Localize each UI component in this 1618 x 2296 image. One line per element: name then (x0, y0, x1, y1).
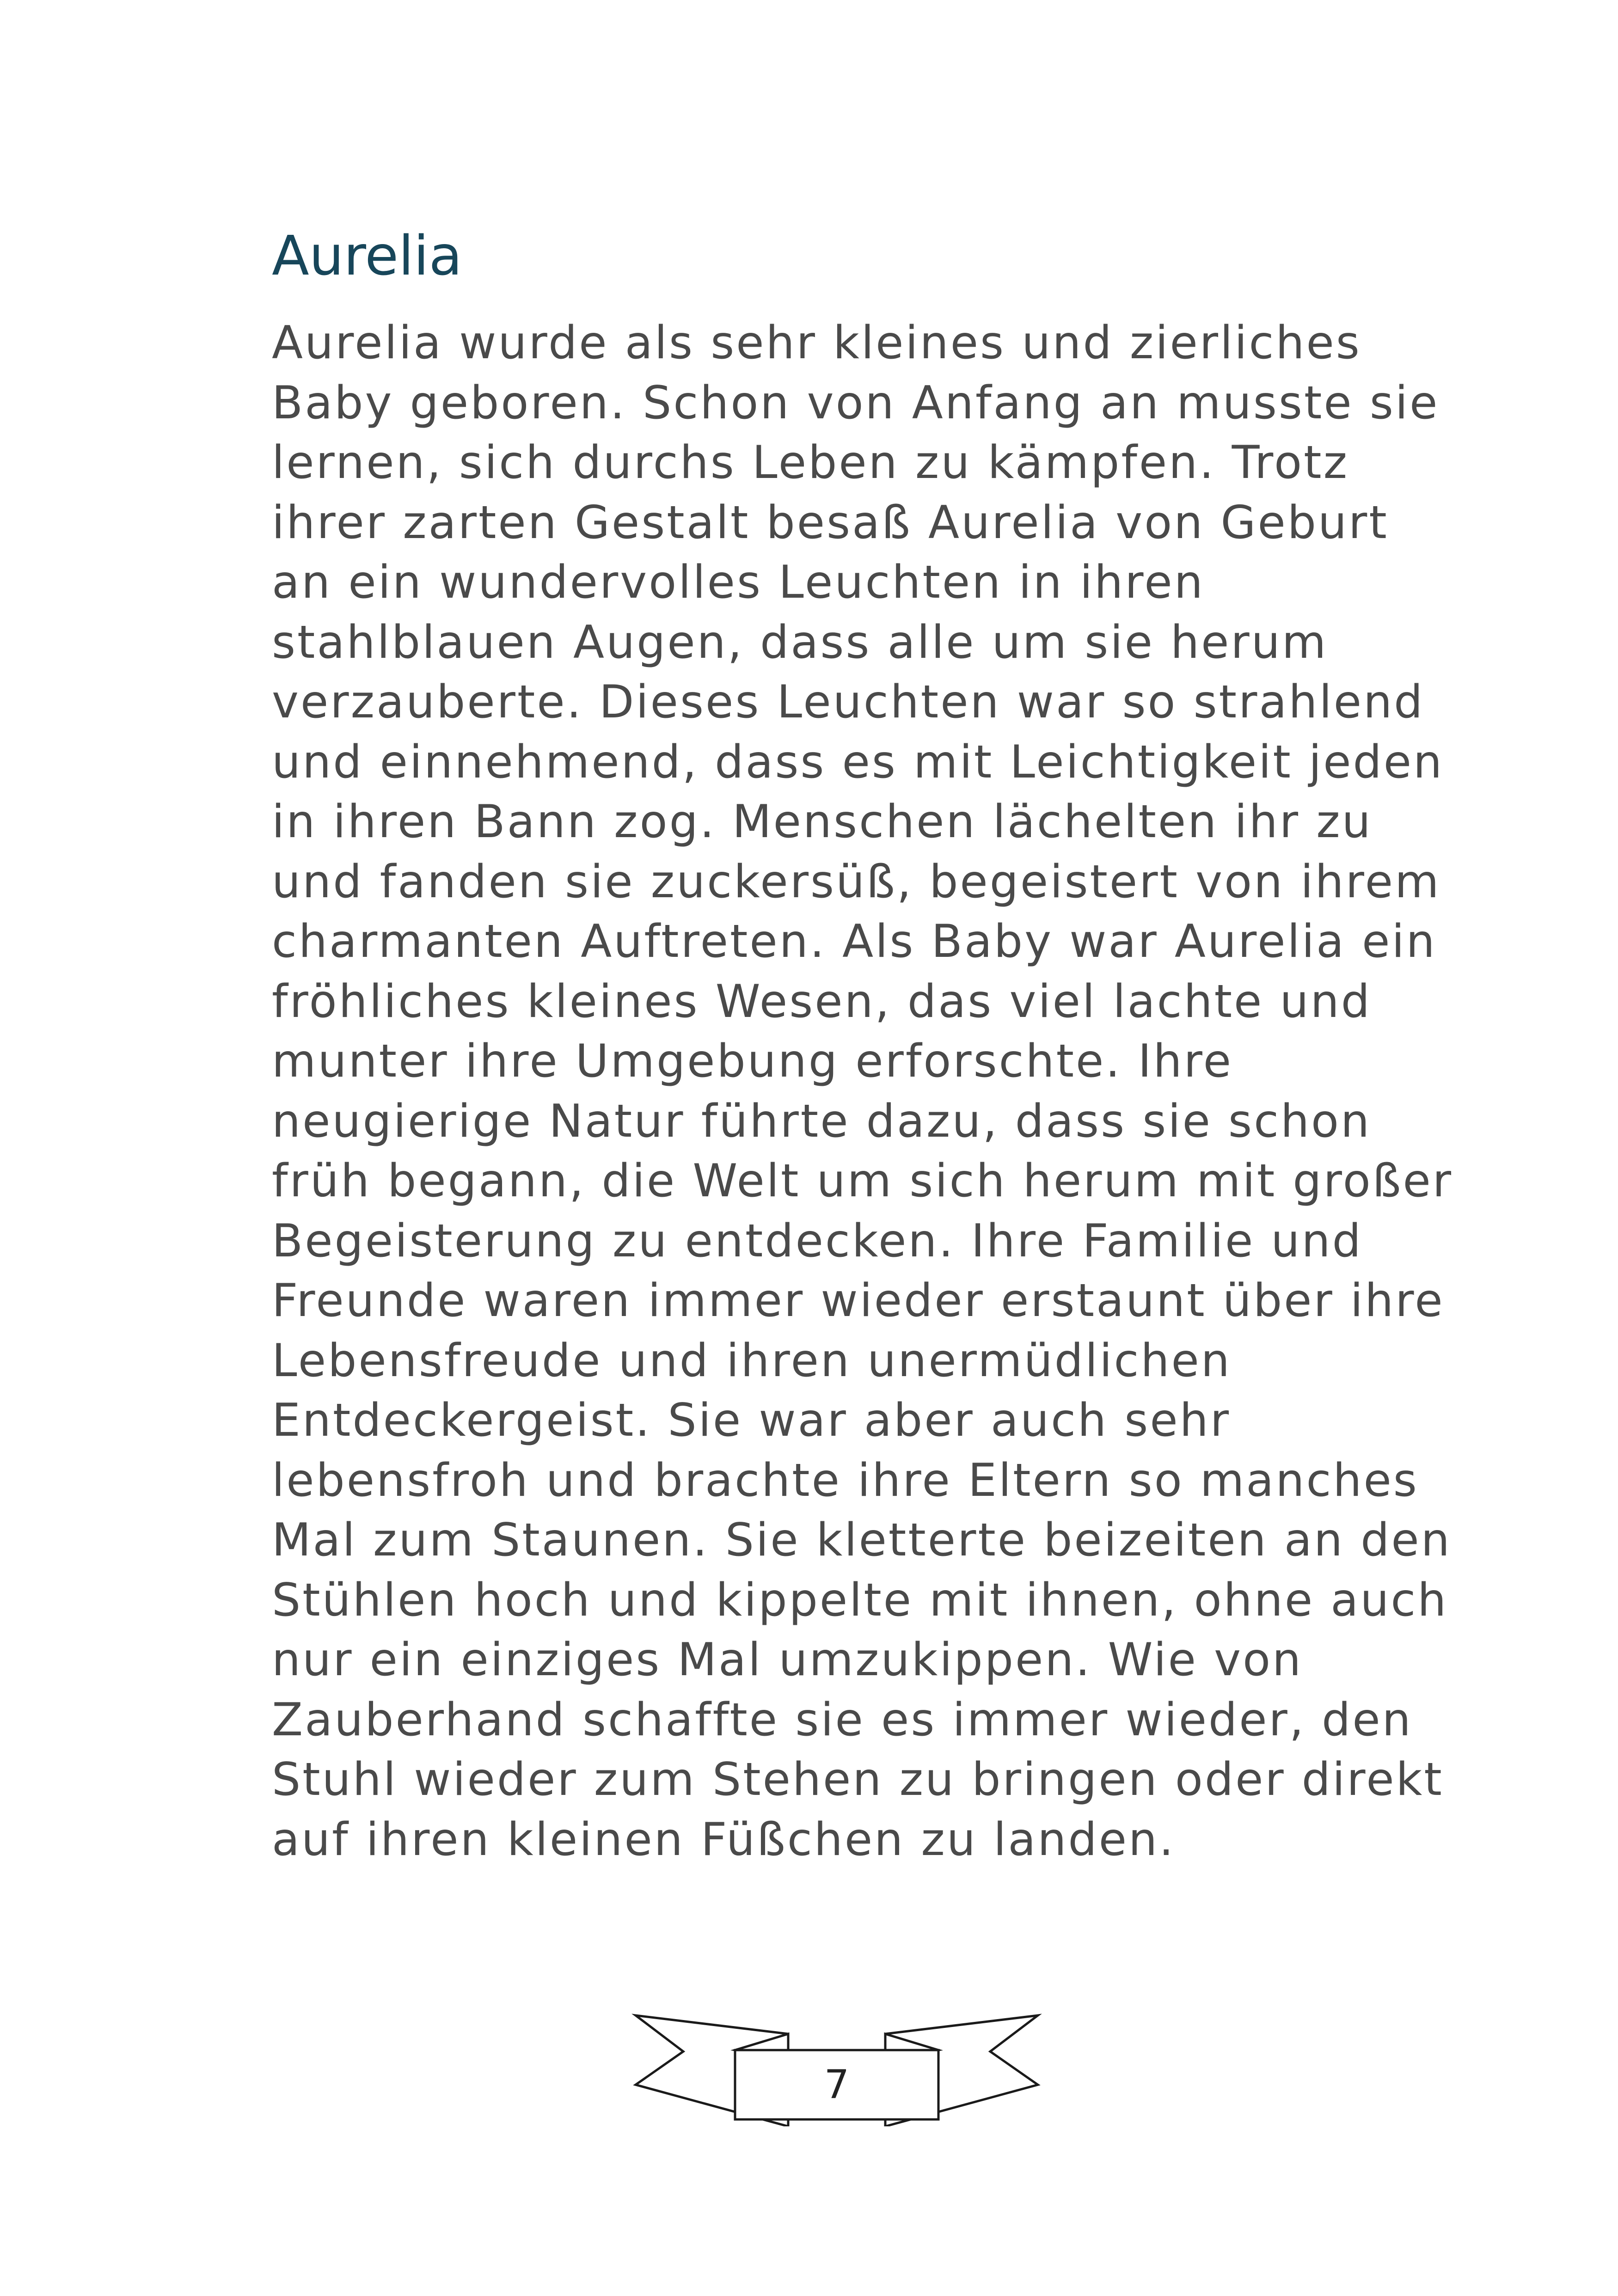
text-line: auf ihren kleinen Füßchen zu landen. (272, 1813, 1176, 1866)
text-line: früh begann, die Welt um sich herum mit großer (272, 1155, 1453, 1207)
text-line: Stuhl wieder zum Stehen zu bringen oder direkt (272, 1753, 1444, 1806)
text-line: fröhliches kleines Wesen, das viel lachte und (272, 975, 1372, 1028)
chapter-title: Aurelia (272, 224, 462, 288)
text-line: Lebensfreude und ihren unermüdlichen (272, 1334, 1232, 1387)
text-line: stahlblauen Augen, dass alle um sie herum (272, 616, 1328, 669)
text-line: an ein wundervolles Leuchten in ihren (272, 556, 1205, 609)
text-line: lebensfroh und brachte ihre Eltern so manches (272, 1454, 1419, 1507)
text-line: und fanden sie zuckersüß, begeistert von ihrem (272, 855, 1441, 908)
text-line: munter ihre Umgebung erforschte. Ihre (272, 1035, 1233, 1088)
text-line: ihrer zarten Gestalt besaß Aurelia von Geburt (272, 496, 1389, 549)
page-number: 7 (824, 2062, 850, 2108)
text-line: Baby geboren. Schon von Anfang an musste sie (272, 376, 1440, 429)
text-line: und einnehmend, dass es mit Leichtigkeit jeden (272, 735, 1444, 789)
text-line: neugierige Natur führte dazu, dass sie schon (272, 1095, 1372, 1148)
text-line: Entdeckergeist. Sie war aber auch sehr (272, 1394, 1231, 1447)
text-line: Begeisterung zu entdecken. Ihre Familie und (272, 1214, 1363, 1267)
text-line: charmanten Auftreten. Als Baby war Aurelia ein (272, 915, 1437, 968)
text-line: Stühlen hoch und kippelte mit ihnen, ohne auch (272, 1574, 1448, 1627)
text-line: in ihren Bann zog. Menschen lächelten ihr zu (272, 796, 1373, 848)
text-line: Aurelia wurde als sehr kleines und zierliches (272, 317, 1361, 369)
text-line: verzauberte. Dieses Leuchten war so strahlend (272, 676, 1425, 729)
text-line: Mal zum Staunen. Sie kletterte beizeiten an den (272, 1514, 1452, 1567)
text-line: Freunde waren immer wieder erstaunt über ihre (272, 1274, 1445, 1327)
text-line: lernen, sich durchs Leben zu kämpfen. Trotz (272, 436, 1349, 489)
text-line: nur ein einziges Mal umzukippen. Wie von (272, 1634, 1303, 1686)
text-line: Zauberhand schaffte sie es immer wieder, den (272, 1693, 1413, 1746)
body-paragraph (272, 313, 1453, 1870)
